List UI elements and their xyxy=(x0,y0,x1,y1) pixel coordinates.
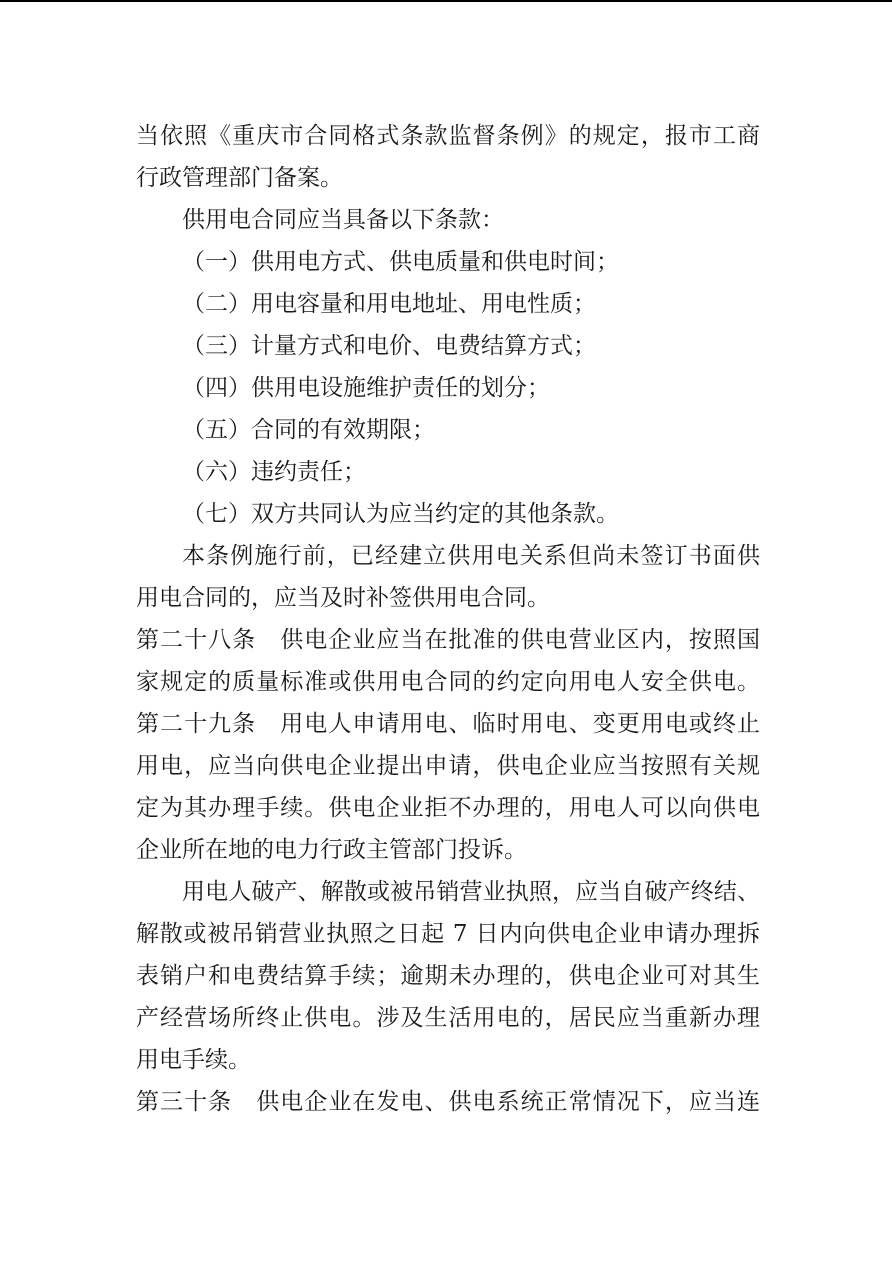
article-heading-line: 第二十八条 供电企业应当在批准的供电营业区内，按照国 xyxy=(136,627,760,653)
paragraph-start: 本条例施行前，已经建立供用电关系但尚未签订书面供 xyxy=(182,543,760,569)
paragraph-start: 用电人破产、解散或被吊销营业执照，应当自破产终结、 xyxy=(182,879,760,905)
article-heading-line: 第二十九条 用电人申请用电、临时用电、变更用电或终止 xyxy=(136,711,760,737)
text-line: 定为其办理手续。供电企业拒不办理的，用电人可以向供电 xyxy=(136,795,760,821)
text-line: 家规定的质量标准或供用电合同的约定向用电人安全供电。 xyxy=(136,669,760,695)
text-line: 行政管理部门备案。 xyxy=(136,165,343,191)
text-line: 表销户和电费结算手续；逾期未办理的，供电企业可对其生 xyxy=(136,963,760,989)
text-line: 当依照《重庆市合同格式条款监督条例》的规定，报市工商 xyxy=(136,123,760,149)
list-item: （一）供用电方式、供电质量和供电时间； xyxy=(182,249,619,275)
text-line: 用电手续。 xyxy=(136,1047,251,1073)
document-body xyxy=(136,115,760,1123)
article-heading-line: 第三十条 供电企业在发电、供电系统正常情况下，应当连 xyxy=(136,1089,760,1115)
text-line: 企业所在地的电力行政主管部门投诉。 xyxy=(136,837,527,863)
text-line: 产经营场所终止供电。涉及生活用电的，居民应当重新办理 xyxy=(136,1005,760,1031)
list-item: （四）供用电设施维护责任的划分； xyxy=(182,375,550,401)
list-item: （二）用电容量和用电地址、用电性质； xyxy=(182,291,596,317)
text-line: 用电合同的，应当及时补签供用电合同。 xyxy=(136,585,550,611)
list-item: （五）合同的有效期限； xyxy=(182,417,435,443)
list-item: （七）双方共同认为应当约定的其他条款。 xyxy=(182,501,619,527)
list-item: （三）计量方式和电价、电费结算方式； xyxy=(182,333,596,359)
text-line: 解散或被吊销营业执照之日起 7 日内向供电企业申请办理拆 xyxy=(136,921,760,947)
list-item: （六）违约责任； xyxy=(182,459,366,485)
paragraph-start: 供用电合同应当具备以下条款： xyxy=(182,207,504,233)
text-line: 用电，应当向供电企业提出申请，供电企业应当按照有关规 xyxy=(136,753,760,779)
